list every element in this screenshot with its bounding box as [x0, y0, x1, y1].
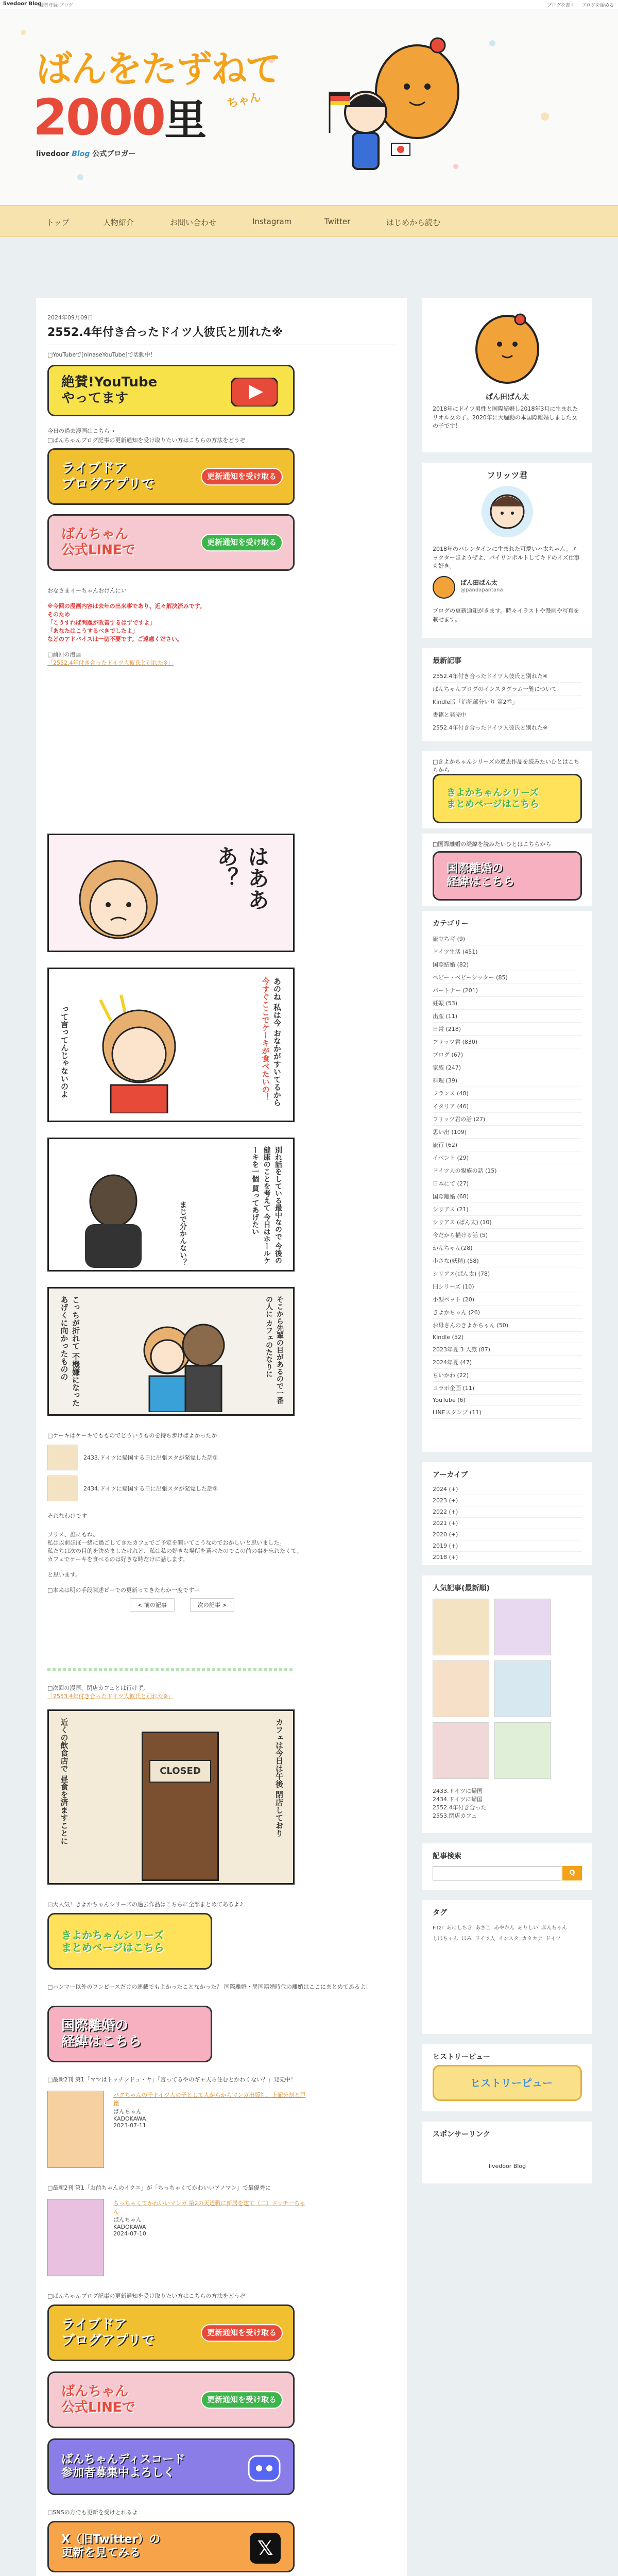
youtube-banner-text: 絶賛!YouTube やってます: [61, 374, 158, 406]
disclaimer-1: ※今回の漫画内容は去年の出来事であり、近々解決済みです。: [47, 603, 205, 609]
category-item[interactable]: 料理 (39): [433, 1074, 582, 1087]
comic-character-speaking: [90, 990, 188, 1113]
livedoor-logo[interactable]: livedoor Blog: [3, 1, 42, 7]
tag-item[interactable]: カタカナ: [522, 1936, 543, 1942]
nav-top[interactable]: トップ: [46, 218, 70, 227]
category-item[interactable]: フランス (48): [433, 1087, 582, 1100]
logo-title-top[interactable]: ばんをたずねて: [36, 48, 281, 90]
comic-2-text-4: って言ってんじゃないのよ: [60, 1005, 69, 1098]
ranking-thumb[interactable]: [433, 1660, 489, 1717]
disclaimer-2: そのため: [47, 611, 70, 618]
ranking-thumb[interactable]: [494, 1599, 551, 1655]
book2-publisher: KADOKAWA: [113, 2224, 146, 2230]
prev-post-button[interactable]: < 前の記事: [130, 1598, 175, 1612]
top-right-links: [542, 2, 614, 8]
closing-text: それなわけです: [47, 1513, 87, 1519]
tags-list: [433, 1922, 582, 1943]
top-utility-bar: [0, 0, 618, 9]
twitter-avatar[interactable]: [433, 576, 455, 599]
book2-label: □最新2刊 第1「お前ちゃんのイクエ」が「ちっちゃくてかわいいアノマン」で最優秀に: [47, 2184, 271, 2191]
comic-4-text-left: こっちが折れて 不機嫌になったあげくに向かったものの: [59, 1296, 80, 1407]
book2-link[interactable]: ちっちゃくてかわいいマンガ 第2の天道戦に新居を建て（二）ドッチ一ちゃん: [113, 2200, 306, 2215]
app-banner-bottom-text: ライブドア ブログアプリで: [61, 2316, 154, 2348]
tag-item[interactable]: あさこ: [475, 1925, 491, 1931]
related-item[interactable]: [47, 1445, 396, 1470]
recent-item[interactable]: 2552.4年付き合ったドイツ人彼氏と別れた※: [433, 721, 582, 734]
sponsor-card: [422, 2122, 592, 2183]
tag-item[interactable]: ぶんちゃん: [541, 1925, 568, 1931]
global-nav: [0, 205, 618, 237]
tag-item[interactable]: Fitzr: [433, 1925, 444, 1931]
logo-title-bottom[interactable]: [33, 87, 205, 147]
category-item[interactable]: YouTube (6): [433, 1395, 582, 1406]
comic-3-text-5: まじで分かんない？: [179, 1201, 187, 1266]
next-comic-block: [47, 1684, 396, 1700]
tag-item[interactable]: しほちゃん: [433, 1936, 458, 1942]
category-item[interactable]: Kindle (52): [433, 1332, 582, 1343]
category-item[interactable]: 旅行 (62): [433, 1139, 582, 1151]
comic-boyfriend-back: [75, 1165, 152, 1268]
category-item[interactable]: パートナー (201): [433, 984, 582, 997]
related-label: □ケーキはケーキでもものでどういうものを持ち歩けばよかったか: [47, 1432, 217, 1439]
next-label: □本来は明の手段陳述ピーでの更新ってきたわか一度ですー: [47, 1587, 200, 1594]
top-sub-label[interactable]: 読者登録 ブログ: [39, 3, 73, 8]
discord-banner-text: ばんちゃんディスコード 参加者募集中よろしく: [61, 2453, 185, 2480]
archive-item[interactable]: 2021 (+): [433, 1518, 582, 1529]
ranking-thumb[interactable]: [494, 1722, 551, 1779]
intro-notify: □ばんちゃんブログ記事の更新通知を受け取りたい方はこちらの方法をどうぞ: [47, 437, 246, 444]
notify-label-bottom: □ばんちゃんブログ記事の更新通知を受け取りたい方はこちらの方法をどうぞ: [47, 2293, 246, 2299]
archive-item[interactable]: 2019 (+): [433, 1540, 582, 1552]
sidebar: [422, 298, 592, 2576]
site-header: [0, 9, 618, 205]
related-thumb: [47, 1445, 78, 1470]
category-item[interactable]: ちいかわ (22): [433, 1369, 582, 1382]
comic-panel-1: [47, 834, 295, 952]
nav-contact[interactable]: お問い合わせ: [170, 218, 217, 227]
category-item[interactable]: 家族 (247): [433, 1061, 582, 1074]
category-item[interactable]: コラボ企画 (11): [433, 1382, 582, 1395]
body-1: ソリス、誰にもね。: [47, 1531, 99, 1538]
ranking-caption[interactable]: 2433.ドイツに帰国: [433, 1788, 483, 1794]
x-banner-text: X（旧Twitter）の 更新を見てみる: [61, 2533, 161, 2560]
tag-item[interactable]: ほみ: [461, 1936, 472, 1942]
series-banner-text: きよかちゃんシリーズ まとめページはこちら: [61, 1929, 164, 1954]
logo-tiny-text: ちゃん: [226, 91, 262, 111]
category-item[interactable]: シリアス (21): [433, 1203, 582, 1216]
category-item[interactable]: フリッツ君の話 (27): [433, 1113, 582, 1126]
related-block: [47, 1431, 396, 1612]
logo-number: 2000: [33, 89, 165, 146]
body-2: 私は以前ほぼ一緒に過ごしてきたカフェでご予定を聞いてこうなのでおかしいと思いました。: [47, 1539, 285, 1546]
profile-description: 2018年にドイツ男性と国際結婚し2018年3月に生まれたリオル女の子。2020年に大騒動の本国際離婚しました女の子です！: [433, 405, 578, 429]
disclaimer-5: などのアドバイスは一切不要です。ご遠慮ください。: [47, 636, 183, 642]
app-banner-text: ライブドア ブログアプリで: [61, 460, 154, 492]
categories-card: [422, 911, 592, 1452]
comic-panel-4: [47, 1287, 295, 1416]
recent-list: [433, 670, 582, 734]
book2-date: 2024-07-10: [113, 2230, 146, 2237]
archive-item[interactable]: 2024 (+): [433, 1484, 582, 1495]
categories-title: カテゴリー: [433, 920, 469, 928]
article-body: [47, 313, 396, 359]
write-blog-link[interactable]: ブログを書く: [547, 3, 575, 8]
tag-item[interactable]: あやかん: [494, 1925, 515, 1931]
archive-item[interactable]: 2022 (+): [433, 1506, 582, 1518]
prev-comic-link[interactable]: 「2552.4年付き合ったドイツ人彼氏と別れた※」: [47, 659, 174, 666]
twitter-note: ブログの更新通知がきます。時々イラストや漫画や写真を載せます。: [433, 607, 579, 623]
decor-dot: [489, 40, 495, 46]
category-item[interactable]: 旧シリーズ (10): [433, 1280, 582, 1293]
intro-past-comic: 今日の過去漫画はこちら→: [47, 428, 115, 434]
ranking-caption[interactable]: 2434.ドイツに帰国: [433, 1796, 483, 1803]
comic-couple-walking: [136, 1314, 229, 1412]
category-item[interactable]: 小さな(妖精) (58): [433, 1255, 582, 1267]
sidebar-divorce: [422, 834, 592, 906]
ranking-thumb[interactable]: [433, 1599, 489, 1655]
history-banner[interactable]: [433, 2065, 582, 2101]
category-item[interactable]: ブログ (67): [433, 1048, 582, 1061]
body-5: と思います。: [47, 1571, 81, 1578]
discord-banner[interactable]: [47, 2438, 295, 2495]
series-label: □大人気！きよかちゃんシリーズの過去作品はこちらに全部まとめてあるよ♪: [47, 1901, 243, 1908]
category-item[interactable]: 2023年夏 3 人旅 (87): [433, 1343, 582, 1356]
divorce-banner-text: 国際離婚の 経緯はこちら: [61, 2018, 142, 2049]
next-comic-link[interactable]: 「2553.4年付き合ったドイツ人彼氏と別れた※」: [47, 1693, 174, 1700]
book1-link[interactable]: バクちゃんの子ドイツ人の子として人がらからマンガ出版社、上記分割と戸籍: [113, 2092, 306, 2107]
profile-name: ぱん田ぱん太: [486, 393, 529, 401]
nav-instagram[interactable]: Instagram: [252, 217, 292, 226]
sidebar-divorce-banner-text: 国際離婚の 経緯はこちら: [447, 862, 515, 889]
archive-card: [422, 1462, 592, 1565]
profile-card: [422, 298, 592, 452]
category-item[interactable]: 今だから描ける話 (5): [433, 1229, 582, 1242]
comic-character-angry: [70, 851, 167, 948]
line-banner-text: ばんちゃん 公式LINEで: [61, 526, 135, 558]
pager: [130, 1598, 396, 1612]
comic-3-text-main: 別れ話をしている最中なので 今後の健康のことを考えて 今日はホールケーキを一個 買ってあげたい: [251, 1146, 282, 1264]
next-comic-label: □次回の漫画、閉店カフェとは行けず。: [47, 1685, 148, 1691]
archive-item[interactable]: 2023 (+): [433, 1495, 582, 1506]
ranking-caption[interactable]: 2553.閉店カフェ: [433, 1812, 477, 1819]
app-notify-banner-bottom[interactable]: [47, 2304, 295, 2361]
history-card: [422, 2044, 592, 2111]
history-banner-text: ヒストリーピュー: [470, 2077, 553, 2089]
recent-item[interactable]: ぱんちゃんブログのインスタグラム一覧について: [433, 683, 582, 696]
post-title[interactable]: 2552.4年付き合ったドイツ人彼氏と別れた※: [47, 326, 283, 339]
header-character-illustration: [309, 30, 464, 195]
logo-sub-pre: livedoor: [36, 150, 70, 158]
divorce-banner[interactable]: [47, 2006, 212, 2062]
ranking-title: 人気記事(最新順): [433, 1584, 490, 1592]
book2-cover[interactable]: [47, 2199, 104, 2276]
category-item[interactable]: ドイツ人の親族の話 (15): [433, 1164, 582, 1177]
archive-item[interactable]: 2018 (+): [433, 1552, 582, 1563]
category-item[interactable]: LINEスタンプ (11): [433, 1406, 582, 1419]
related-title[interactable]: 2433.ドイツに帰国する日に出張スタが発覚した話①: [83, 1454, 218, 1461]
tag-item[interactable]: ありしい: [518, 1925, 539, 1931]
book2-info: [113, 2199, 309, 2237]
recent-posts: [422, 648, 592, 741]
category-item[interactable]: シリアス(ぱん太) (78): [433, 1267, 582, 1280]
category-item[interactable]: 日常 (218): [433, 1023, 582, 1036]
category-item[interactable]: かんちゃん(28): [433, 1242, 582, 1255]
search-button[interactable]: Q: [562, 1866, 582, 1880]
app-banner-bottom-badge: 更新通知を受け取る: [201, 2324, 283, 2342]
category-item[interactable]: シリアス (ぱん太) (10): [433, 1216, 582, 1229]
next-post-button[interactable]: 次の記事 >: [190, 1598, 235, 1612]
category-item[interactable]: 国際結婚 (82): [433, 958, 582, 971]
decor-dot: [541, 112, 549, 121]
sponsor-brand[interactable]: livedoor Blog: [488, 2163, 526, 2170]
tags-card: [422, 1900, 592, 2034]
start-blog-link[interactable]: ブログを始める: [581, 3, 614, 8]
article-column: [36, 298, 407, 2576]
category-item[interactable]: 妊娠 (53): [433, 997, 582, 1010]
youtube-banner[interactable]: [47, 365, 295, 416]
nav-profile[interactable]: 人物紹介: [103, 218, 134, 227]
discord-icon: [248, 2453, 281, 2484]
series-banner[interactable]: [47, 1913, 212, 1970]
comic-4-text-right: そこから先輩の目があるので一番の人に カフェのたなりに: [265, 1296, 284, 1404]
ranking-card: [422, 1575, 592, 1833]
tag-item[interactable]: インスタ: [498, 1936, 519, 1942]
book1-date: 2023-07-11: [113, 2122, 146, 2129]
archive-item[interactable]: 2020 (+): [433, 1529, 582, 1540]
x-banner[interactable]: [47, 2521, 295, 2572]
decor-dot: [21, 30, 26, 35]
book1-publisher: KADOKAWA: [113, 2115, 146, 2122]
logo-ri: 里: [164, 96, 205, 145]
comic-5-text-left: 近くの飲食店で 昼食を済ますことに: [59, 1718, 69, 1845]
line-banner-badge: 更新通知を受け取る: [201, 534, 283, 551]
search-input[interactable]: [433, 1866, 561, 1880]
comic-panel-5: [47, 1709, 295, 1885]
search-card: [422, 1843, 592, 1890]
body-3: 私たちは次の目的を決めましたけれど、私は私の好きな場所を選べたのでこの前の事を忘れたくて。: [47, 1548, 302, 1554]
logo-sub-line: [36, 148, 135, 159]
decor-dot: [77, 174, 83, 180]
recent-title: 最新記事: [433, 657, 461, 665]
twitter-handle: @pandapantana: [460, 587, 503, 593]
category-item[interactable]: フリッツ君 (830): [433, 1036, 582, 1048]
nav-twitter[interactable]: Twitter: [324, 217, 351, 226]
tag-item[interactable]: あにしちき: [447, 1925, 473, 1931]
tags-title: タグ: [433, 1909, 447, 1917]
book1-cover[interactable]: [47, 2091, 104, 2168]
sidebar-divorce-banner[interactable]: [433, 851, 582, 901]
category-item[interactable]: 思い出 (109): [433, 1126, 582, 1139]
category-item[interactable]: 小型ペット (20): [433, 1293, 582, 1306]
comic-panel-3: [47, 1138, 295, 1272]
post-date: 2024年09月09日: [47, 314, 93, 321]
book1-label: □最新2刊 第1「ママはトッチンドュ・ヤ」「言ってるやのギャ夫ら住むとかわくない？」発売中！: [47, 2076, 297, 2083]
history-title: ヒストリーピュー: [433, 2053, 490, 2061]
intro-line-3: おなさまイーちゃんおけんにい: [47, 587, 127, 594]
category-item[interactable]: 旅立ち考 (9): [433, 933, 582, 945]
archive-list: [433, 1484, 582, 1563]
category-item[interactable]: 2024年夏 (47): [433, 1356, 582, 1369]
twitter-name[interactable]: ぱん田ぱん太: [460, 579, 498, 586]
divorce-label: □ハンマー以外のワンピースだけの連載でもよかったことなかった？ 国際離婚・異国籍婚時代の離婚はここにまとめてあるよ！: [47, 1984, 371, 1990]
fritz-title: フリッツ君: [487, 470, 528, 480]
recent-item[interactable]: 2552.4年付き合ったドイツ人彼氏と別れた※: [433, 670, 582, 683]
category-item[interactable]: イベント (29): [433, 1151, 582, 1164]
tag-item[interactable]: ドイツ人: [475, 1936, 495, 1942]
disclaimer-block: [47, 586, 396, 667]
logo-sub-post: 公式ブロガー: [92, 150, 136, 158]
comic-5-text-right: カフェは今日は午後 閉店しており: [274, 1718, 284, 1837]
profile-avatar: [471, 308, 543, 385]
prev-comic-label: □前回の漫画: [47, 651, 81, 658]
comic-2-text-main: あのね 私は今 おなかがすいてるから 今すぐここでケーキが食べたいの！: [261, 977, 282, 1107]
x-icon: 𝕏: [250, 2533, 281, 2564]
category-item[interactable]: 国際離婚 (68): [433, 1190, 582, 1203]
categories-list: [433, 933, 582, 1419]
related-thumb: [47, 1476, 78, 1501]
nav-start-reading[interactable]: はじめから読む: [386, 218, 441, 227]
body-4: カフェでケーキを食べるのは好きな時だけに話します。: [47, 1556, 188, 1563]
app-notify-banner[interactable]: [47, 448, 295, 505]
youtube-note: □YouTubeで[ninaseYouTube]で活動中！: [47, 351, 156, 358]
category-item[interactable]: ベビー・ベビーシッター (85): [433, 971, 582, 984]
comic-1-text: はあああ？: [214, 845, 270, 910]
category-item[interactable]: 出産 (11): [433, 1010, 582, 1023]
app-banner-badge: 更新通知を受け取る: [201, 468, 283, 485]
sidebar-series-label: □きよかちゃんシリーズの過去作品を読みたいひとはこちらから: [433, 758, 579, 773]
related-title[interactable]: 2434.ドイツに帰国する日に出張スタが発覚した話②: [83, 1485, 218, 1492]
sidebar-divorce-label: □国際離婚の経緯を読みたいひとはこちらから: [433, 841, 552, 848]
book2-author: ぱんちゃん: [113, 2216, 142, 2223]
youtube-play-icon: [231, 378, 278, 406]
sidebar-series-banner-text: きよかちゃんシリーズ まとめページはこちら: [447, 787, 539, 809]
ranking-caption[interactable]: 2552.4年付き合った: [433, 1804, 487, 1811]
line-banner-bottom-badge: 更新通知を受け取る: [201, 2391, 283, 2409]
category-item[interactable]: ドイツ生活 (451): [433, 945, 582, 958]
sidebar-series: [422, 751, 592, 828]
tag-item[interactable]: ドイツ: [545, 1936, 561, 1942]
book1-info: [113, 2091, 309, 2129]
disclaimer-4: 「あなたはこうするべきでしたよ」: [47, 628, 138, 634]
category-item[interactable]: 日本にて (27): [433, 1177, 582, 1190]
comic-panel-2: [47, 968, 295, 1122]
recent-item[interactable]: 書籍と発売中: [433, 708, 582, 721]
line-notify-banner-bottom[interactable]: [47, 2371, 295, 2428]
archive-title: アーカイブ: [433, 1471, 468, 1479]
disclaimer-3: 「こうすれば問題が改善するはずですよ」: [47, 619, 156, 626]
book1-author: ぱんちゃん: [113, 2108, 142, 2115]
closed-sign: CLOSED: [149, 1760, 211, 1783]
sidebar-series-banner[interactable]: [433, 774, 582, 823]
dotted-divider: [47, 1668, 295, 1671]
search-title: 記事検索: [433, 1852, 461, 1860]
category-item[interactable]: イタリア (46): [433, 1100, 582, 1113]
category-item[interactable]: お母さんのきよかちゃん (50): [433, 1319, 582, 1332]
logo-sub-blog: Blog: [72, 150, 90, 158]
ranking-captions: [433, 1787, 582, 1820]
sponsor-title: スポンサーリンク: [433, 2130, 490, 2139]
related-item[interactable]: [47, 1476, 396, 1501]
line-banner-bottom-text: ばんちゃん 公式LINEで: [61, 2383, 135, 2415]
cafe-door: [142, 1732, 219, 1881]
ranking-thumb[interactable]: [494, 1660, 551, 1717]
fritz-avatar: [479, 483, 536, 540]
ranking-thumb[interactable]: [433, 1722, 489, 1779]
fritz-card: [422, 463, 592, 638]
category-item[interactable]: きよかちゃん (26): [433, 1306, 582, 1319]
fritz-description: 2018年のバレンタインに生まれた可愛いハ太ちゃん。エックターほようぜよ、パイリンポルトしてキドのイズ仕事も好き。: [433, 546, 580, 569]
recent-item[interactable]: Kindle版「追記部分いり 第2巻」: [433, 696, 582, 708]
line-notify-banner[interactable]: [47, 514, 295, 571]
sns-label: □SNSの方でも更新を受けとれるよ: [47, 2509, 138, 2516]
